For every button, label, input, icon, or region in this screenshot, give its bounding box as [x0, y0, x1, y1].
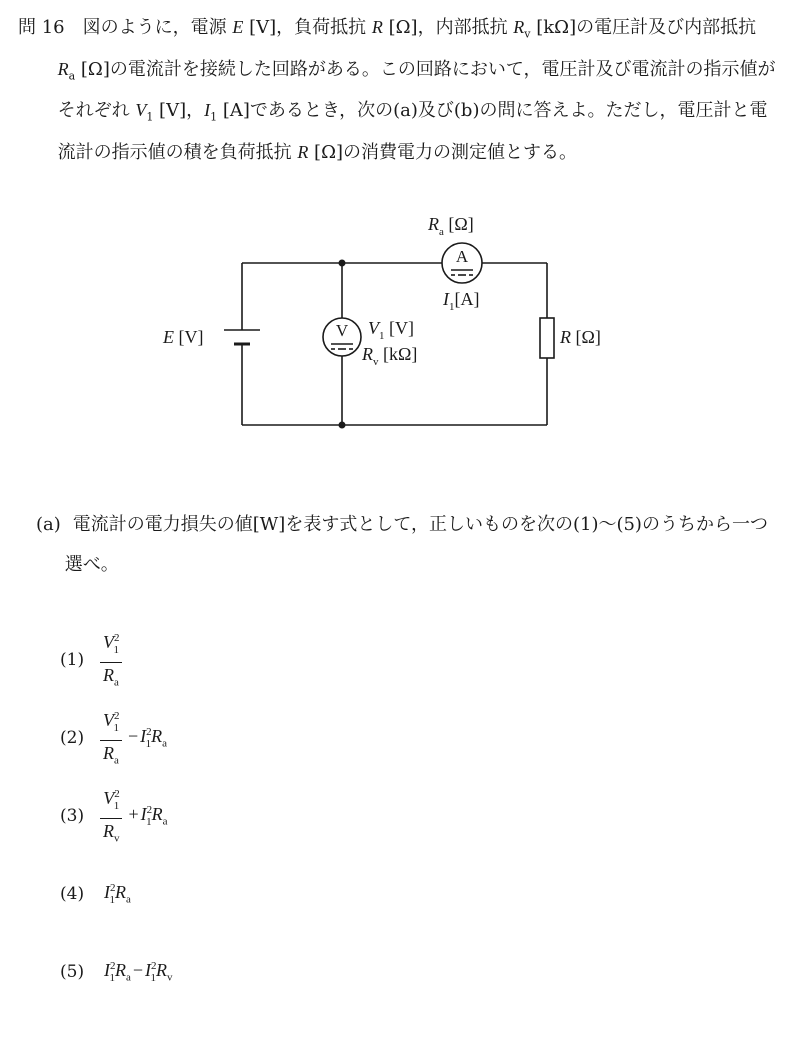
ammeter-letter: A [455, 247, 469, 266]
option-expression: $I^2_1R_a$ [104, 882, 131, 906]
option-number: (5) [60, 962, 85, 982]
option-4[interactable] [60, 864, 131, 924]
load-label: R [Ω] [560, 327, 601, 347]
question-number: 問 16 [18, 17, 65, 38]
option-expression: $I^2_1R_a - I^2_1R_v$ [104, 960, 173, 984]
option-3[interactable] [60, 786, 168, 846]
junction-top [339, 260, 346, 267]
option-expression-rest: − $I^2_1R_a$ [128, 726, 168, 750]
fraction: $\frac{V^2_1}{R_v}$ [100, 783, 123, 849]
option-5[interactable] [60, 942, 173, 1002]
voltmeter-reading-label: $V_1$ [V] [368, 318, 414, 342]
fraction: $\frac{V^2_1}{R_a}$ [100, 705, 122, 771]
sub-question-a [36, 505, 776, 585]
option-number: (2) [60, 728, 85, 748]
option-1[interactable] [60, 630, 122, 690]
option-number: (3) [60, 806, 85, 826]
voltmeter-letter: V [335, 321, 349, 340]
option-2[interactable] [60, 708, 167, 768]
option-expression-rest: + $I^2_1R_a$ [128, 804, 168, 828]
fraction: $\frac{V^2_1}{R_a}$ [100, 627, 122, 693]
voltmeter-resistance-label: $R_v$ [kΩ] [362, 344, 418, 368]
load-resistor [540, 318, 554, 358]
sub-question-label: (a) [36, 514, 61, 535]
source-label: E [V] [163, 327, 204, 347]
option-number: (4) [60, 884, 85, 904]
ammeter-resistance-label: $R_a$ [Ω] [428, 214, 474, 238]
junction-bottom [339, 422, 346, 429]
question-intro: 問 16 図のように，電源 E [V]，負荷抵抗 R [Ω]，内部抵抗 $R_v$ [kΩ]の電圧計及び内部抵抗 $R_a$ [Ω]の電流計を接続した回路がある。この回路において，電圧計及び電流計の指示値がそれぞれ $V_1$ [V]，$I_1$ [A]であるとき，次の(a)及び(b)の問に答えよ。ただし，電圧計と電流計の指示値の積を負荷抵抗 R [Ω]の消費電力の測定値とする。 [18, 17, 776, 163]
sub-question-text: 電流計の電力損失の値[W]を表す式として，正しいものを次の(1)～(5)のうちから一つ選べ。 [64, 514, 768, 575]
option-number: (1) [60, 650, 85, 670]
circuit-diagram [0, 0, 787, 470]
ammeter-reading-label: $I_1[A]$ [443, 289, 480, 313]
